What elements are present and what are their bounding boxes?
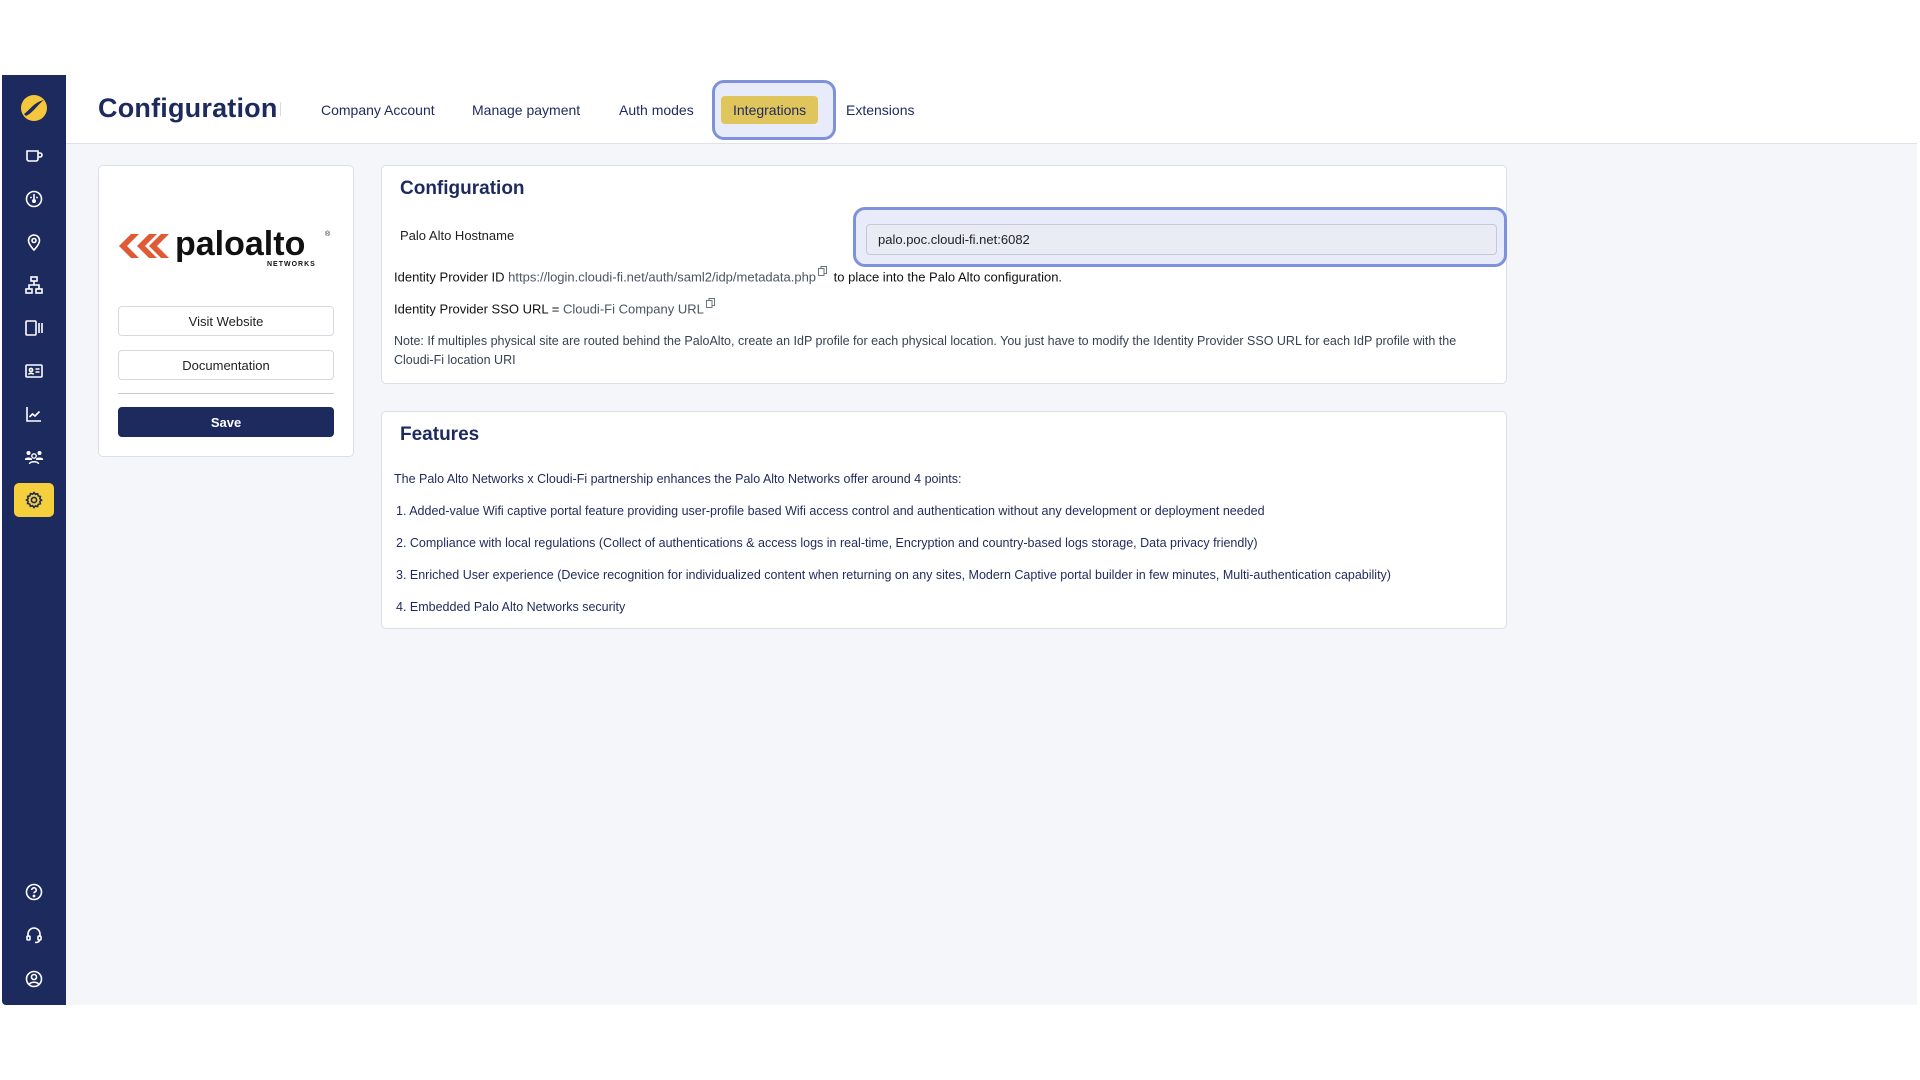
sidebar-item-team[interactable] [14, 440, 54, 474]
configuration-title: Configuration [400, 178, 525, 199]
feature-item: 4. Embedded Palo Alto Networks security [396, 600, 626, 614]
help-icon [24, 882, 44, 902]
hostname-input[interactable] [866, 224, 1497, 255]
svg-text:NETWORKS: NETWORKS [267, 261, 316, 268]
cup-icon [24, 146, 44, 166]
dashboard-gauge-icon [24, 189, 44, 209]
tab-extensions[interactable]: Extensions [846, 102, 915, 118]
settings-gear-icon [24, 490, 44, 510]
features-title: Features [400, 424, 480, 445]
analytics-chart-icon [24, 404, 44, 424]
sidebar-item-devices[interactable] [14, 311, 54, 345]
sidebar-item-settings[interactable] [14, 483, 54, 517]
copy-icon[interactable] [706, 298, 715, 308]
idp-id-suffix: to place into the Palo Alto configuration. [833, 269, 1063, 285]
idp-id-value[interactable]: https://login.cloudi-fi.net/auth/saml2/idp/metadata.php [508, 269, 817, 285]
sso-url-label: Identity Provider SSO URL = [394, 301, 560, 317]
sidebar-item-account[interactable] [14, 962, 54, 996]
sidebar-item-locations[interactable] [14, 225, 54, 259]
sidebar-item-users-directory[interactable] [14, 354, 54, 388]
configuration-card [381, 165, 1507, 384]
integration-summary-card [98, 165, 354, 457]
network-icon [24, 275, 44, 295]
tab-integrations[interactable]: Integrations [721, 96, 818, 124]
hostname-label: Palo Alto Hostname [400, 228, 515, 243]
title-divider [280, 102, 281, 116]
feature-item: 3. Enriched User experience (Device recognition for individualized content when returning on any sites, Modern Captive portal builder in few minutes, Multi-authentication capability) [396, 568, 1391, 582]
account-icon [24, 969, 44, 989]
multi-site-note: Note: If multiples physical site are routed behind the PaloAlto, create an IdP profile for each physical location. You just have to modify the Identity Provider SSO URL for each IdP profile with the Cloudi-Fi location URI [394, 334, 1457, 367]
svg-text:®: ® [325, 231, 331, 238]
sidebar-item-support[interactable] [14, 918, 54, 952]
page-title: Configuration [98, 93, 278, 123]
devices-icon [24, 318, 44, 338]
idp-id-line [394, 266, 1062, 284]
id-card-icon [24, 361, 44, 381]
svg-text:paloalto: paloalto [175, 225, 306, 263]
sidebar-item-network[interactable] [14, 268, 54, 302]
app-frame [2, 75, 1917, 1005]
sidebar-item-cup[interactable] [14, 139, 54, 173]
sidebar [2, 75, 66, 1005]
sidebar-item-analytics[interactable] [14, 397, 54, 431]
top-header [66, 75, 1917, 144]
sidebar-item-dashboard[interactable] [14, 182, 54, 216]
location-pin-icon [24, 232, 44, 252]
feature-item: 2. Compliance with local regulations (Collect of authentications & access logs in real-time, Encryption and country-based logs storage, Data privacy friendly) [396, 536, 1258, 550]
save-button[interactable]: Save [118, 407, 334, 437]
card-divider [118, 393, 334, 394]
documentation-button[interactable]: Documentation [118, 350, 334, 380]
paloalto-networks-logo [117, 224, 337, 268]
features-card [381, 411, 1507, 629]
cloudi-fi-logo-icon[interactable] [20, 94, 48, 122]
features-intro: The Palo Alto Networks x Cloudi-Fi partnership enhances the Palo Alto Networks offer around 4 points: [394, 472, 962, 486]
visit-website-button[interactable]: Visit Website [118, 306, 334, 336]
idp-id-label: Identity Provider ID [394, 269, 505, 285]
sidebar-item-help[interactable] [14, 875, 54, 909]
users-icon [24, 447, 44, 467]
tab-manage-payment[interactable]: Manage payment [472, 102, 581, 118]
tab-company-account[interactable]: Company Account [321, 102, 435, 118]
support-headset-icon [24, 925, 44, 945]
sso-url-line [394, 298, 718, 316]
sso-url-value[interactable]: Cloudi-Fi Company URL [562, 301, 704, 317]
copy-icon[interactable] [818, 266, 827, 276]
tab-auth-modes[interactable]: Auth modes [619, 102, 694, 118]
feature-item: 1. Added-value Wifi captive portal feature providing user-profile based Wifi access control and authentication without any development or deployment needed [396, 504, 1265, 518]
